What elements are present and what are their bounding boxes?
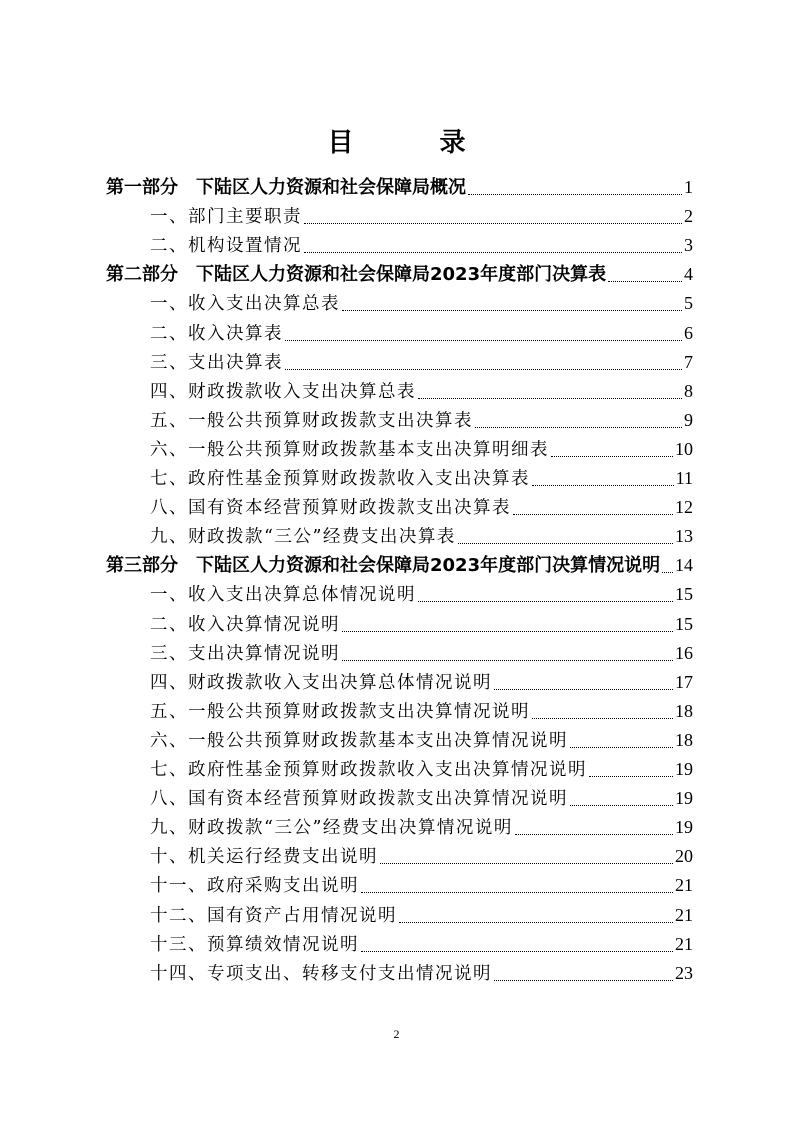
dot-leader [361,950,673,952]
dot-leader [494,979,673,981]
dot-leader [468,193,682,195]
dot-leader [342,630,673,632]
dot-leader [304,222,682,224]
dot-leader [608,280,682,282]
toc-entry[interactable] [150,319,693,348]
toc-entry[interactable] [150,813,693,842]
toc-entry[interactable] [150,901,693,930]
toc-entry[interactable] [150,784,693,813]
toc-entry-page: 2 [684,206,693,227]
toc-entry-page: 14 [675,555,693,576]
toc-entry-page: 21 [675,933,693,954]
toc-entry-page: 10 [675,438,693,459]
toc-entry-title: 二、收入决算表 [150,323,283,344]
toc-entry[interactable] [150,580,693,609]
toc-entry[interactable] [150,522,693,551]
toc-entry-page: 15 [675,613,693,634]
toc-entry-title: 十、机关运行经费支出说明 [150,847,378,868]
dot-leader [532,717,673,719]
toc-entry[interactable] [150,959,693,988]
toc-entry-title: 十二、国有资产占用情况说明 [150,905,397,926]
dot-leader [589,775,673,777]
toc-entry-page: 18 [675,729,693,750]
dot-leader [285,339,682,341]
dot-leader [380,862,673,864]
toc-entry[interactable] [150,755,693,784]
toc-entry-title: 第三部分 下陆区人力资源和社会保障局2023年度部门决算情况说明 [106,555,661,577]
toc-entry-page: 19 [675,817,693,838]
toc-entry-page: 23 [675,962,693,983]
dot-leader [458,542,673,544]
dot-leader [418,397,682,399]
dot-leader [285,368,682,370]
dot-leader [513,513,673,515]
toc-entry-title: 十一、政府采购支出说明 [150,876,359,897]
toc-entry-title: 四、财政拨款收入支出决算总体情况说明 [150,672,492,693]
toc-entry-title: 二、机构设置情况 [150,236,302,257]
dot-leader [551,455,673,457]
dot-leader [399,921,673,923]
toc-entry-title: 八、国有资本经营预算财政拨款支出决算表 [150,498,511,519]
toc-entry-page: 19 [675,759,693,779]
toc-entry-title: 十三、预算绩效情况说明 [150,934,359,955]
toc-entry-title: 二、收入决算情况说明 [150,614,340,635]
toc-entry[interactable] [150,202,693,231]
toc-entry[interactable] [150,289,693,318]
dot-leader [361,891,673,893]
toc-entry-title: 七、政府性基金预算财政拨款收入支出决算情况说明 [150,760,587,780]
toc-entry[interactable] [150,930,693,959]
toc-part-heading[interactable] [106,173,693,202]
toc-entry[interactable] [150,348,693,377]
toc-entry[interactable] [150,435,693,464]
toc-entry[interactable] [150,871,693,900]
toc-entry-page: 17 [675,671,693,692]
toc-entry-page: 7 [684,351,693,372]
toc-entry-title: 六、一般公共预算财政拨款基本支出决算明细表 [150,439,549,460]
toc-entry-title: 五、一般公共预算财政拨款支出决算情况说明 [150,701,530,722]
dot-leader [532,484,674,486]
toc-entry-title: 一、收入支出决算总体情况说明 [150,585,416,606]
toc-entry-page: 6 [684,322,693,343]
toc-entry-page: 18 [675,700,693,721]
toc-entry-page: 3 [684,235,693,256]
toc-entry-title: 第二部分 下陆区人力资源和社会保障局2023年度部门决算表 [106,264,607,286]
toc-part-heading[interactable] [106,551,693,580]
toc-entry[interactable] [150,406,693,435]
toc-entry-title: 三、支出决算表 [150,352,283,373]
dot-leader [494,688,673,690]
dot-leader [475,426,682,428]
toc-entry-page: 21 [675,875,693,896]
toc-entry-title: 八、国有资本经营预算财政拨款支出决算情况说明 [150,789,568,810]
toc-entry-page: 20 [675,846,693,867]
toc-entry[interactable] [150,639,693,668]
toc-entry-page: 11 [675,468,693,488]
toc-entry-title: 五、一般公共预算财政拨款支出决算表 [150,410,473,431]
toc-part-heading[interactable] [106,260,693,289]
toc-entry-title: 一、收入支出决算总表 [150,294,340,315]
toc-entry-title: 六、一般公共预算财政拨款基本支出决算情况说明 [150,730,568,751]
toc-entry[interactable] [150,610,693,639]
dot-leader [662,571,673,573]
page-number: 2 [393,1027,400,1041]
toc-entry[interactable] [150,464,693,493]
toc-entry-title: 九、财政拨款“三公”经费支出决算表 [150,527,456,548]
toc-entry[interactable] [150,668,693,697]
toc-entry-title: 七、政府性基金预算财政拨款收入支出决算表 [150,469,530,489]
toc-entry-title: 三、支出决算情况说明 [150,643,340,664]
toc-entry-page: 21 [675,904,693,925]
toc-entry[interactable] [150,493,693,522]
toc-entry-page: 15 [675,584,693,605]
toc-entry-page: 4 [684,264,693,285]
toc-entry-page: 1 [684,177,693,197]
toc-entry[interactable] [150,842,693,871]
toc-entry-page: 9 [684,409,693,430]
dot-leader [342,309,682,311]
toc-entry-title: 一、部门主要职责 [150,207,302,228]
toc-entry-page: 8 [684,380,693,401]
toc-entry-title: 第一部分 下陆区人力资源和社会保障局概况 [106,177,466,198]
dot-leader [342,659,673,661]
dot-leader [570,804,673,806]
toc-entry[interactable] [150,231,693,260]
toc-entry-page: 12 [675,497,693,518]
toc-entry-title: 九、财政拨款“三公”经费支出决算情况说明 [150,818,513,839]
toc-entry-title: 四、财政拨款收入支出决算总表 [150,381,416,402]
toc-entry-page: 5 [684,293,693,314]
toc-entry[interactable] [150,697,693,726]
toc-entry[interactable] [150,377,693,406]
dot-leader [515,833,673,835]
toc-title: 目 录 [327,128,496,158]
toc-entry-title: 十四、专项支出、转移支付支出情况说明 [150,963,492,984]
toc-entry[interactable] [150,726,693,755]
toc-entry-page: 13 [675,526,693,547]
dot-leader [304,251,682,253]
dot-leader [418,600,673,602]
toc-entry-page: 16 [675,642,693,663]
dot-leader [570,746,673,748]
toc-entry-page: 19 [675,788,693,809]
